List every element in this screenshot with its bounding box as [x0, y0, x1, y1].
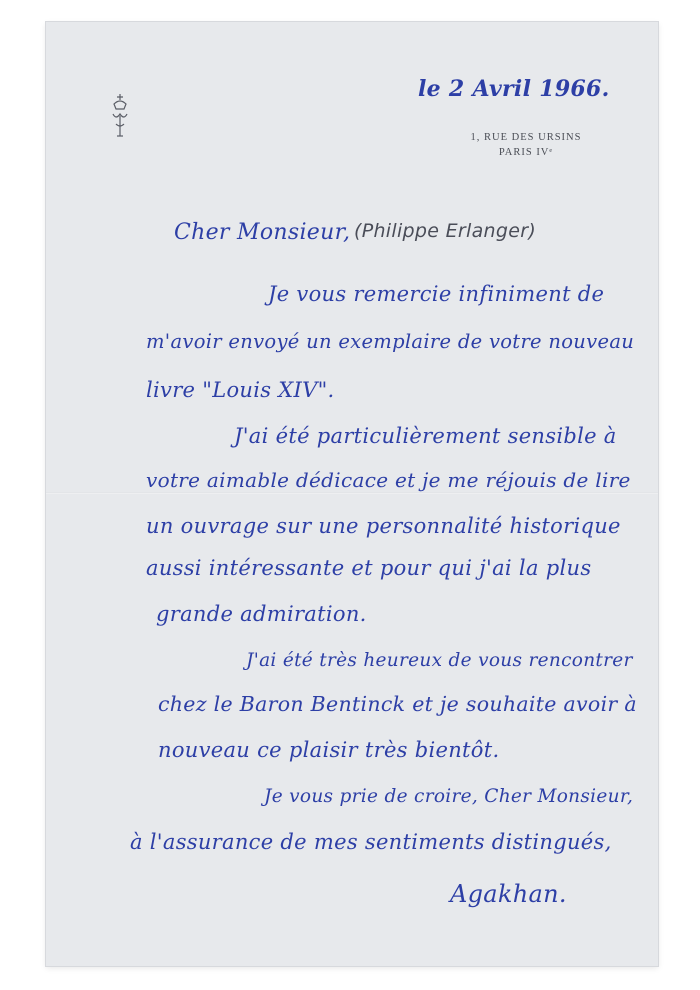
letterhead-city: PARIS IVᵉ: [498, 147, 554, 158]
letterhead-street: 1, RUE DES URSINS: [470, 132, 582, 143]
body-line: un ouvrage sur une personnalité historique: [146, 514, 621, 538]
body-line: m'avoir envoyé un exemplaire de votre nouveau: [146, 330, 635, 353]
letterhead-address: [446, 130, 606, 160]
body-line: chez le Baron Bentinck et je souhaite avoir à: [158, 692, 637, 716]
body-line: nouveau ce plaisir très bientôt.: [158, 738, 500, 762]
body-line: Je vous remercie infiniment de: [268, 282, 605, 306]
letter-date: le 2 Avril 1966.: [418, 76, 610, 102]
body-line: grande admiration.: [156, 602, 367, 626]
body-line: votre aimable dédicace et je me réjouis de lire: [146, 468, 631, 492]
paper-fold: [46, 492, 658, 494]
body-line: J'ai été particulièrement sensible à: [234, 424, 617, 448]
body-line: à l'assurance de mes sentiments distingués,: [130, 830, 612, 854]
body-line: aussi intéressante et pour qui j'ai la plus: [146, 556, 592, 580]
salutation: Cher Monsieur,: [174, 220, 351, 245]
recipient-annotation: (Philippe Erlanger): [354, 220, 537, 242]
signature: Agakhan.: [450, 880, 567, 908]
body-line: Je vous prie de croire, Cher Monsieur,: [264, 786, 634, 807]
letter-sheet: [46, 22, 658, 966]
body-line: J'ai été très heureux de vous rencontrer: [246, 650, 633, 671]
body-line: livre "Louis XIV".: [146, 378, 335, 402]
crown-monogram-icon: [108, 92, 132, 142]
